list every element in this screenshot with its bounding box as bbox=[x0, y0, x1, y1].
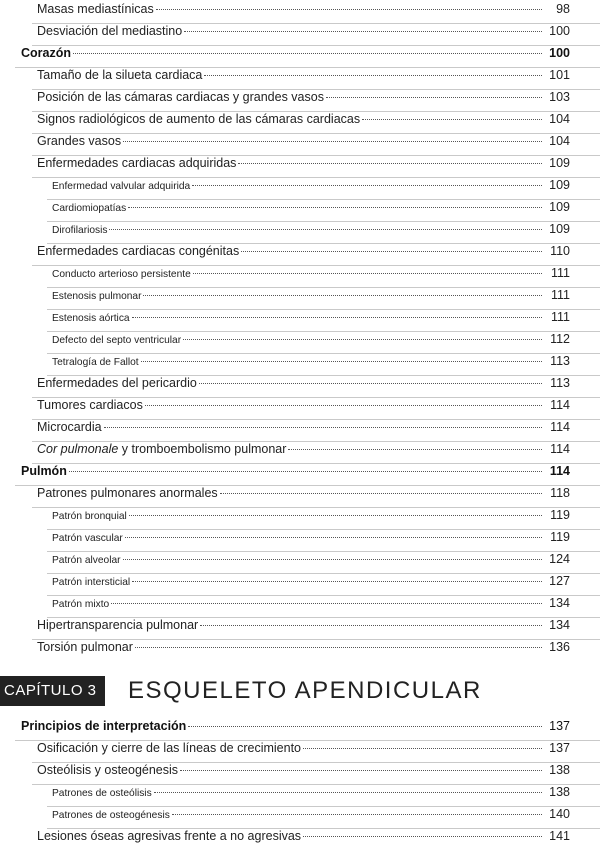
entry-title: Desviación del mediastino bbox=[37, 24, 183, 38]
entry-title: Estenosis pulmonar bbox=[52, 291, 142, 302]
entry-page: 111 bbox=[550, 310, 570, 324]
toc-entry[interactable] bbox=[0, 618, 600, 640]
entry-page: 98 bbox=[556, 2, 570, 16]
entry-title: Tetralogía de Fallot bbox=[52, 357, 139, 368]
toc-subentry[interactable] bbox=[0, 574, 600, 596]
toc-entry[interactable] bbox=[0, 486, 600, 508]
entry-page: 119 bbox=[550, 508, 570, 522]
entry-title: Masas mediastínicas bbox=[37, 2, 154, 16]
entry-page: 136 bbox=[549, 640, 570, 654]
entry-title: Osificación y cierre de las líneas de crecimiento bbox=[37, 741, 302, 755]
entry-page: 113 bbox=[550, 354, 570, 368]
toc-section[interactable] bbox=[0, 46, 600, 68]
toc-subentry[interactable] bbox=[0, 310, 600, 332]
entry-page: 114 bbox=[550, 398, 570, 412]
entry-title: Grandes vasos bbox=[37, 134, 122, 148]
entry-title: Dirofilariosis bbox=[52, 225, 108, 236]
toc-subentry[interactable] bbox=[0, 807, 600, 829]
entry-page: 114 bbox=[550, 420, 570, 434]
entry-title: Enfermedades del pericardio bbox=[37, 376, 197, 390]
entry-title: Enfermedad valvular adquirida bbox=[52, 181, 191, 192]
entry-title: Patrón bronquial bbox=[52, 511, 127, 522]
entry-page: 134 bbox=[549, 618, 570, 632]
toc-entry[interactable] bbox=[0, 398, 600, 420]
entry-page: 138 bbox=[549, 785, 570, 799]
entry-title: Microcardia bbox=[37, 420, 102, 434]
entry-page: 119 bbox=[550, 530, 570, 544]
toc-entry[interactable] bbox=[0, 2, 600, 24]
toc-entry[interactable] bbox=[0, 134, 600, 156]
entry-title: Patrones de osteogénesis bbox=[52, 810, 170, 821]
entry-title: Principios de interpretación bbox=[21, 719, 187, 733]
entry-title: Patrón vascular bbox=[52, 533, 123, 544]
entry-title: Enfermedades cardiacas congénitas bbox=[37, 244, 240, 258]
entry-page: 109 bbox=[549, 178, 570, 192]
toc-entry[interactable] bbox=[0, 640, 600, 662]
entry-page: 140 bbox=[549, 807, 570, 821]
entry-page: 137 bbox=[549, 741, 570, 755]
toc-subentry[interactable] bbox=[0, 596, 600, 618]
toc-subentry[interactable] bbox=[0, 508, 600, 530]
toc-subentry[interactable] bbox=[0, 178, 600, 200]
entry-title: Patrón alveolar bbox=[52, 555, 121, 566]
entry-title: Patrones pulmonares anormales bbox=[37, 486, 218, 500]
entry-title: Lesiones óseas agresivas frente a no agresivas bbox=[37, 829, 302, 843]
entry-title: Pulmón bbox=[21, 464, 67, 478]
entry-title: Tamaño de la silueta cardiaca bbox=[37, 68, 203, 82]
entry-page: 111 bbox=[550, 288, 570, 302]
toc-subentry[interactable] bbox=[0, 354, 600, 376]
entry-page: 113 bbox=[550, 376, 570, 390]
entry-title: Torsión pulmonar bbox=[37, 640, 133, 654]
toc-section[interactable] bbox=[0, 719, 600, 741]
entry-page: 112 bbox=[550, 332, 570, 346]
toc-entry[interactable] bbox=[0, 763, 600, 785]
entry-page: 100 bbox=[549, 24, 570, 38]
entry-title: Cor pulmonale y tromboembolismo pulmonar bbox=[37, 442, 287, 456]
toc-entry[interactable] bbox=[0, 442, 600, 464]
toc-entry[interactable] bbox=[0, 112, 600, 134]
toc-subentry[interactable] bbox=[0, 332, 600, 354]
entry-page: 134 bbox=[549, 596, 570, 610]
toc-entry[interactable] bbox=[0, 420, 600, 442]
entry-page: 137 bbox=[549, 719, 570, 733]
toc-entry[interactable] bbox=[0, 244, 600, 266]
entry-title: Osteólisis y osteogénesis bbox=[37, 763, 179, 777]
toc-entry[interactable] bbox=[0, 376, 600, 398]
entry-title: Estenosis aórtica bbox=[52, 313, 130, 324]
entry-title: Patrones de osteólisis bbox=[52, 788, 152, 799]
toc-entry[interactable] bbox=[0, 741, 600, 763]
entry-title: Enfermedades cardiacas adquiridas bbox=[37, 156, 237, 170]
entry-title: Patrón mixto bbox=[52, 599, 110, 610]
entry-page: 114 bbox=[550, 442, 570, 456]
toc-subentry[interactable] bbox=[0, 530, 600, 552]
toc-subentry[interactable] bbox=[0, 552, 600, 574]
entry-page: 101 bbox=[549, 68, 570, 82]
entry-page: 118 bbox=[550, 486, 570, 500]
entry-page: 109 bbox=[549, 156, 570, 170]
entry-title: Signos radiológicos de aumento de las cámaras cardiacas bbox=[37, 112, 361, 126]
chapter-label: CAPÍTULO 3 bbox=[0, 676, 105, 706]
toc-subentry[interactable] bbox=[0, 288, 600, 310]
toc-entry[interactable] bbox=[0, 829, 600, 851]
entry-page: 114 bbox=[549, 464, 570, 478]
entry-page: 124 bbox=[549, 552, 570, 566]
entry-title: Cardiomiopatías bbox=[52, 203, 127, 214]
toc-section[interactable] bbox=[0, 464, 600, 486]
toc-entry[interactable] bbox=[0, 90, 600, 112]
toc-entry[interactable] bbox=[0, 24, 600, 46]
entry-page: 138 bbox=[549, 763, 570, 777]
entry-page: 141 bbox=[549, 829, 570, 843]
entry-page: 109 bbox=[549, 222, 570, 236]
entry-title: Corazón bbox=[21, 46, 71, 60]
toc-subentry[interactable] bbox=[0, 785, 600, 807]
entry-page: 127 bbox=[549, 574, 570, 588]
entry-title: Defecto del septo ventricular bbox=[52, 335, 182, 346]
entry-page: 110 bbox=[550, 244, 570, 258]
chapter-title: ESQUELETO APENDICULAR bbox=[128, 677, 482, 704]
entry-title: Posición de las cámaras cardiacas y grandes vasos bbox=[37, 90, 324, 104]
toc-subentry[interactable] bbox=[0, 222, 600, 244]
toc-subentry[interactable] bbox=[0, 200, 600, 222]
entry-page: 109 bbox=[549, 200, 570, 214]
toc-entry[interactable] bbox=[0, 68, 600, 90]
entry-title: Patrón intersticial bbox=[52, 577, 131, 588]
entry-page: 111 bbox=[550, 266, 570, 280]
toc-subentry[interactable] bbox=[0, 266, 600, 288]
entry-title: Tumores cardiacos bbox=[37, 398, 143, 412]
entry-title: Conducto arterioso persistente bbox=[52, 269, 191, 280]
entry-page: 100 bbox=[549, 46, 570, 60]
entry-title: Hipertransparencia pulmonar bbox=[37, 618, 199, 632]
entry-page: 104 bbox=[549, 112, 570, 126]
toc-entry[interactable] bbox=[0, 156, 600, 178]
entry-page: 103 bbox=[549, 90, 570, 104]
entry-page: 104 bbox=[549, 134, 570, 148]
chapter-header bbox=[0, 676, 600, 706]
